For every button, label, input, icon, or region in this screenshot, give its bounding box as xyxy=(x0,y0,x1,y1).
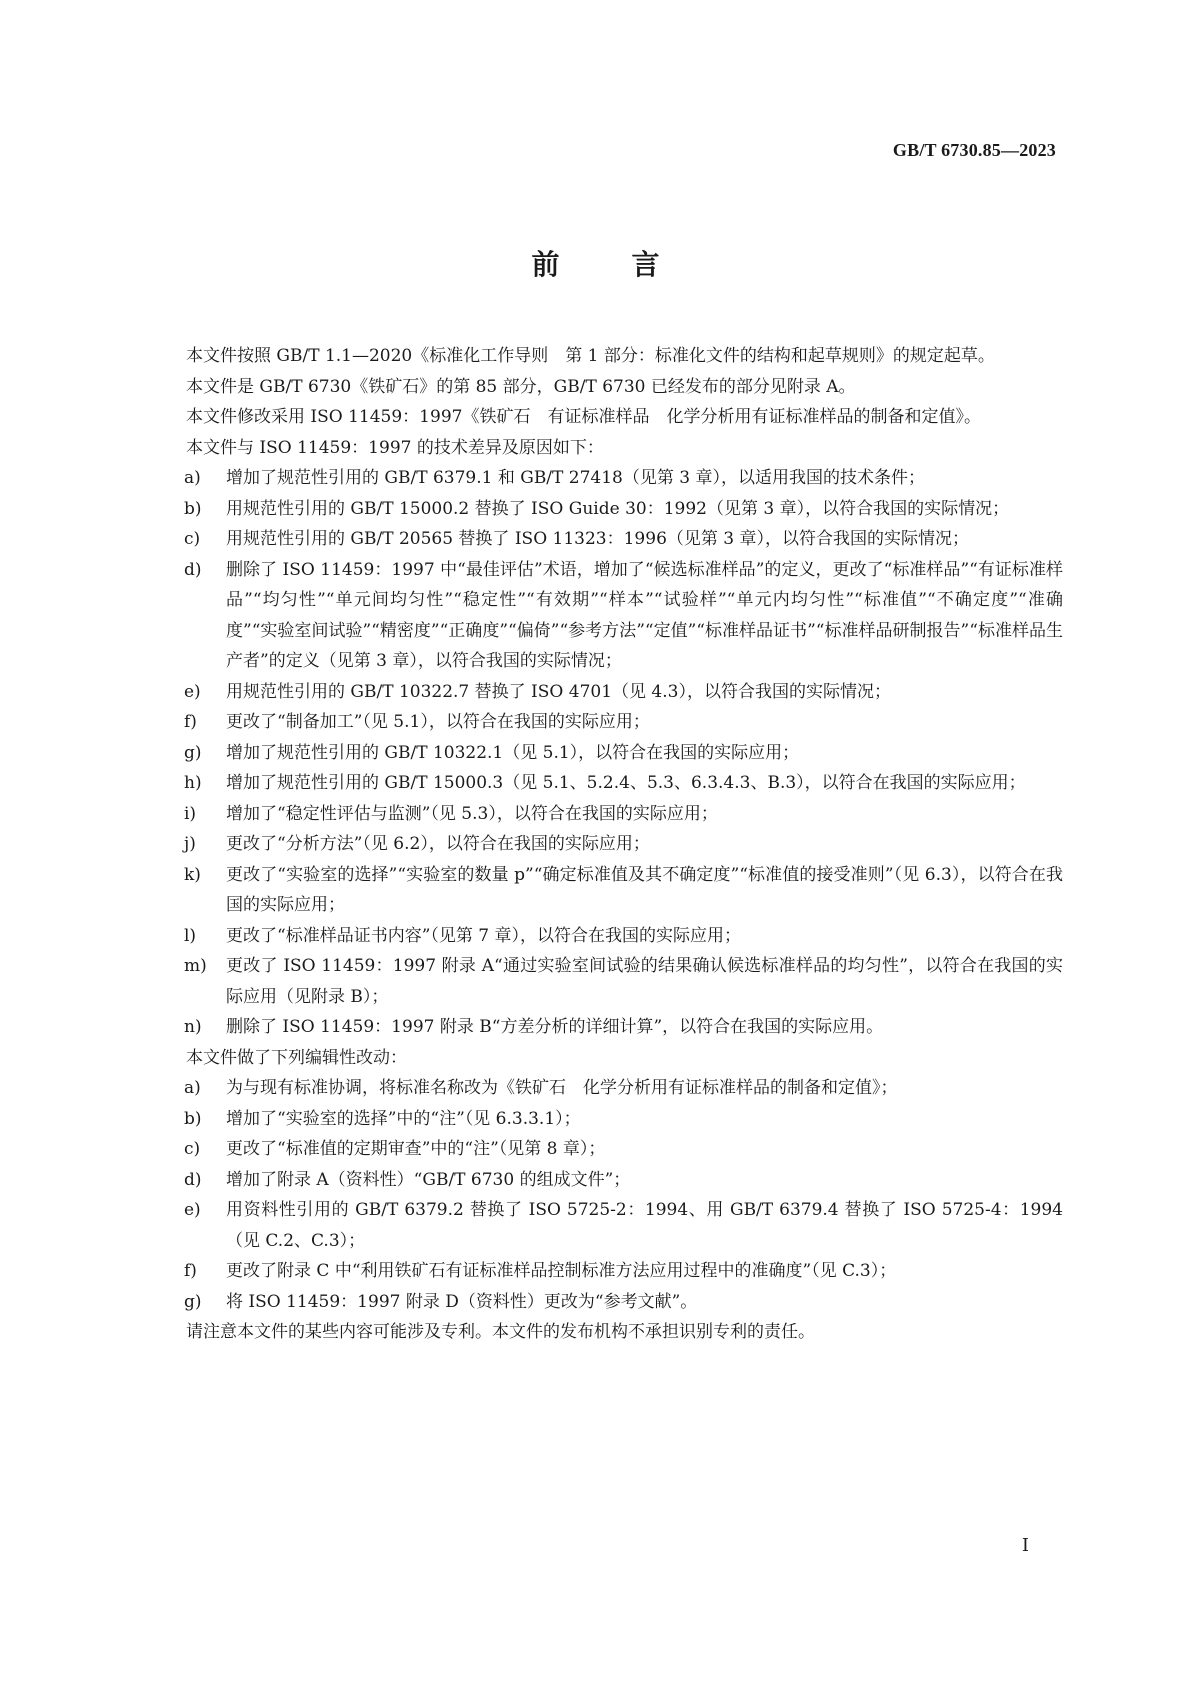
list-item xyxy=(144,799,1063,830)
list-item xyxy=(144,1165,1063,1196)
list-item-marker: d) xyxy=(184,1169,202,1190)
list-item xyxy=(144,677,1063,708)
list-item-marker: g) xyxy=(184,1291,202,1312)
list-item xyxy=(144,1012,1063,1043)
list-item-marker: b) xyxy=(184,1108,202,1129)
list-item-marker: f) xyxy=(184,1261,197,1281)
intro-paragraph: 本文件是 GB/T 6730《铁矿石》的第 85 部分，GB/T 6730 已经发布的部分见附录 A。 xyxy=(186,376,856,397)
intro-paragraph: 本文件与 ISO 11459：1997 的技术差异及原因如下： xyxy=(186,437,604,458)
list-item-marker: f) xyxy=(184,712,197,732)
list-item-text: 增加了“实验室的选择”中的“注”（见 6.3.3.1）； xyxy=(226,1108,581,1129)
list-item xyxy=(144,707,1063,738)
editorial-changes-list xyxy=(144,1073,1063,1317)
intro-paragraph: 本文件修改采用 ISO 11459：1997《铁矿石 有证标准样品 化学分析用有证标准样品的制备和定值》。 xyxy=(186,407,981,427)
list-item-marker: m) xyxy=(184,956,207,976)
list-item-text: 更改了“分析方法”（见 6.2），以符合在我国的实际应用； xyxy=(226,834,650,854)
list-item xyxy=(144,860,1063,921)
patent-notice: 请注意本文件的某些内容可能涉及专利。本文件的发布机构不承担识别专利的责任。 xyxy=(186,1322,815,1342)
list-item-text: 更改了“标准值的定期审查”中的“注”（见第 8 章）； xyxy=(226,1139,606,1159)
list-item-text: 增加了规范性引用的 GB/T 15000.3（见 5.1、5.2.4、5.3、6.3.4.3、B.3），以符合在我国的实际应用； xyxy=(226,773,1026,793)
list-item-text: 增加了“稳定性评估与监测”（见 5.3），以符合在我国的实际应用； xyxy=(226,803,718,824)
list-item-text: 增加了规范性引用的 GB/T 10322.1（见 5.1），以符合在我国的实际应用； xyxy=(226,742,800,763)
list-item xyxy=(144,1134,1063,1165)
list-item-marker: j) xyxy=(184,834,196,854)
list-item-marker: c) xyxy=(184,1139,201,1159)
list-item-marker: l) xyxy=(184,925,197,946)
list-item-text: 更改了附录 C 中“利用铁矿石有证标准样品控制标准方法应用过程中的准确度”（见 C.3）； xyxy=(226,1261,897,1281)
list-item-marker: n) xyxy=(184,1017,202,1037)
list-item-text: 增加了附录 A（资料性）“GB/T 6730 的组成文件”； xyxy=(226,1169,631,1190)
list-item xyxy=(144,494,1063,525)
list-item-text: 删除了 ISO 11459：1997 附录 B“方差分析的详细计算”，以符合在我国的实际应用。 xyxy=(226,1017,884,1037)
intro-paragraph: 本文件按照 GB/T 1.1—2020《标准化工作导则 第 1 部分：标准化文件的结构和起草规则》的规定起草。 xyxy=(186,346,995,366)
list-item-marker: a) xyxy=(184,468,201,488)
list-item-marker: e) xyxy=(184,681,201,702)
list-item xyxy=(144,1073,1063,1104)
list-item xyxy=(144,1104,1063,1135)
list-item xyxy=(144,463,1063,494)
list-item-text: 为与现有标准协调，将标准名称改为《铁矿石 化学分析用有证标准样品的制备和定值》； xyxy=(226,1078,898,1098)
editorial-intro: 本文件做了下列编辑性改动： xyxy=(186,1047,407,1068)
standard-code: GB/T 6730.85—2023 xyxy=(892,140,1056,160)
list-item-text: 用规范性引用的 GB/T 20565 替换了 ISO 11323：1996（见第 3 章），以符合我国的实际情况； xyxy=(226,529,970,549)
list-item-text: 更改了“制备加工”（见 5.1），以符合在我国的实际应用； xyxy=(226,712,650,732)
list-item xyxy=(144,524,1063,555)
list-item-marker: c) xyxy=(184,529,201,549)
list-item-marker: k) xyxy=(184,864,201,885)
list-item-text: 增加了规范性引用的 GB/T 6379.1 和 GB/T 27418（见第 3 章），以适用我国的技术条件； xyxy=(226,468,925,488)
list-item xyxy=(144,1195,1063,1256)
list-item-marker: h) xyxy=(184,773,202,793)
list-item-text: 将 ISO 11459：1997 附录 D（资料性）更改为“参考文献”。 xyxy=(226,1291,698,1312)
list-item xyxy=(144,738,1063,769)
list-item-text: 更改了“标准样品证书内容”（见第 7 章），以符合在我国的实际应用； xyxy=(226,925,742,946)
list-item xyxy=(144,829,1063,860)
list-item-text: 更改了“实验室的选择”“实验室的数量 p”“确定标准值及其不确定度”“标准值的接受准则”（见 6.3），以符合在我国的实际应用； xyxy=(226,864,1063,915)
list-item-marker: b) xyxy=(184,498,202,519)
list-item-text: 用规范性引用的 GB/T 15000.2 替换了 ISO Guide 30：1992（见第 3 章），以符合我国的实际情况； xyxy=(226,498,1010,519)
list-item-marker: d) xyxy=(184,559,202,580)
list-item xyxy=(144,921,1063,952)
list-item xyxy=(144,951,1063,1012)
list-item xyxy=(144,555,1063,677)
list-item xyxy=(144,768,1063,799)
list-item-text: 删除了 ISO 11459：1997 中“最佳评估”术语，增加了“候选标准样品”的定义，更改了“标准样品”“有证标准样品”“均匀性”“单元间均匀性”“稳定性”“有效期”“样本”“试验样”“单元内均匀性”“标准值”“不确定度”“准确度”“实验室间试验”“精密度”“正确度”“偏倚”“参考方法”“定值”“标准样品证书”“标准样品研制报告”“标准样品生产者”的定义（见第 3 章），以符合我国的实际情况； xyxy=(226,559,1063,671)
list-item-text: 用规范性引用的 GB/T 10322.7 替换了 ISO 4701（见 4.3），以符合我国的实际情况； xyxy=(226,681,891,702)
list-item-text: 更改了 ISO 11459：1997 附录 A“通过实验室间试验的结果确认候选标准样品的均匀性”，以符合在我国的实际应用（见附录 B）； xyxy=(226,956,1063,1007)
list-item-text: 用资料性引用的 GB/T 6379.2 替换了 ISO 5725-2：1994、用 GB/T 6379.4 替换了 ISO 5725-4：1994（见 C.2、C.3）； xyxy=(226,1200,1063,1251)
page-number: Ⅰ xyxy=(1021,1535,1029,1555)
list-item-marker: a) xyxy=(184,1078,201,1098)
list-item-marker: e) xyxy=(184,1200,201,1220)
technical-differences-list xyxy=(144,463,1063,1043)
list-item xyxy=(144,1287,1063,1318)
list-item xyxy=(144,1256,1063,1287)
foreword-body xyxy=(144,341,1063,1348)
list-item-marker: g) xyxy=(184,742,202,763)
page-title: 前言 xyxy=(531,248,732,281)
list-item-marker: i) xyxy=(184,803,197,824)
